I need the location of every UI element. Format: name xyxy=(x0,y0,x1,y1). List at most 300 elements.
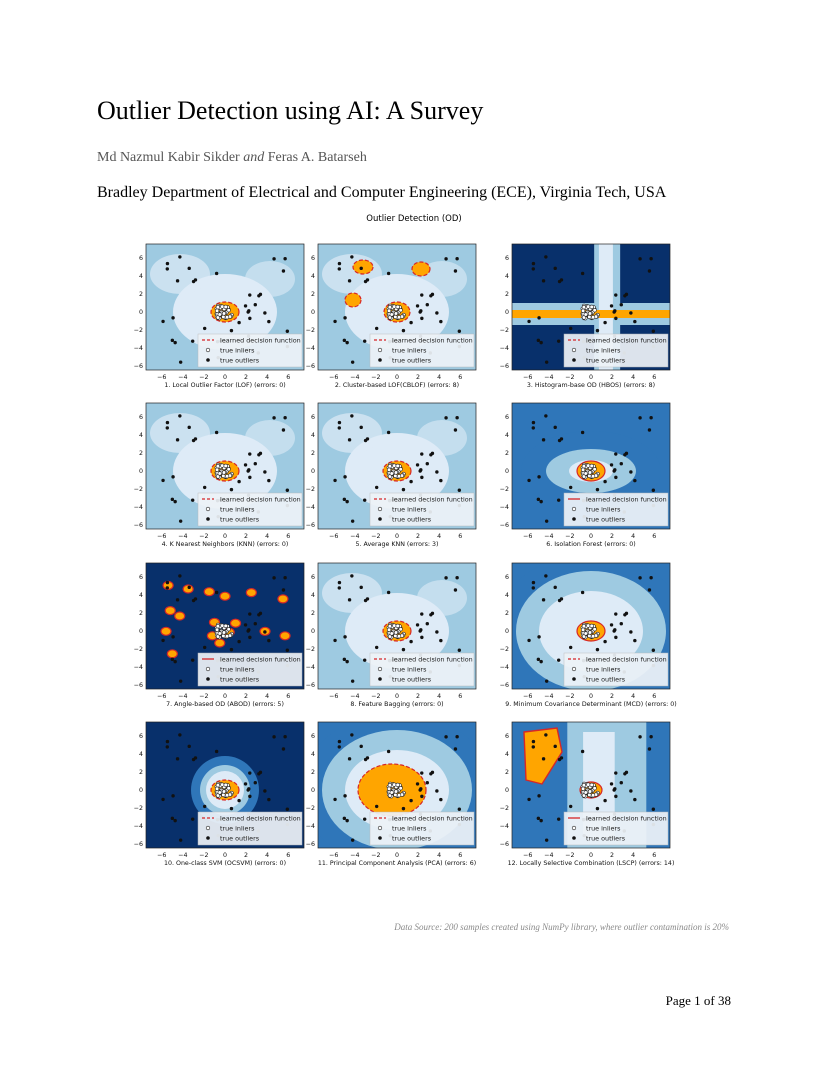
outlier-point xyxy=(230,807,233,810)
outlier-point xyxy=(623,772,626,775)
legend-label-outliers: true outliers xyxy=(220,675,260,684)
y-tick-label: 4 xyxy=(504,432,509,439)
outlier-point xyxy=(435,789,438,792)
outlier-point xyxy=(418,629,421,632)
plot-panel-10 xyxy=(134,722,304,867)
inlier-point xyxy=(593,786,597,790)
legend-label-outliers: true outliers xyxy=(392,834,432,843)
y-tick-label: 2 xyxy=(310,769,315,776)
outlier-point xyxy=(558,280,561,283)
legend-outlier-swatch xyxy=(572,358,576,362)
x-tick-label: 0 xyxy=(588,693,594,700)
outlier-point xyxy=(343,316,346,319)
outlier-point xyxy=(350,414,353,417)
plot-panel-5 xyxy=(306,403,476,548)
outlier-point xyxy=(454,269,457,272)
outlier-point xyxy=(350,574,353,577)
outlier-point xyxy=(173,341,176,344)
x-tick-label: 2 xyxy=(610,533,615,540)
outlier-point xyxy=(454,747,457,750)
outlier-point xyxy=(542,279,545,282)
x-tick-label: 6 xyxy=(458,374,463,381)
y-tick-label: 2 xyxy=(504,291,509,298)
data-source-note: Data Source: 200 samples created using NumPy library, where outlier contamination is 20% xyxy=(394,922,729,932)
outlier-point xyxy=(176,438,179,441)
x-tick-label: 6 xyxy=(458,693,463,700)
x-tick-label: 6 xyxy=(652,533,657,540)
legend-outlier-swatch xyxy=(378,358,382,362)
outlier-point xyxy=(569,327,572,330)
x-tick-label: 4 xyxy=(631,852,636,859)
outlier-point xyxy=(171,658,174,661)
outlier-point xyxy=(286,489,289,492)
outlier-point xyxy=(429,613,432,616)
x-tick-label: 2 xyxy=(416,533,421,540)
y-tick-label: −4 xyxy=(499,504,509,511)
outlier-point xyxy=(348,438,351,441)
x-tick-label: 6 xyxy=(286,374,291,381)
y-tick-label: −2 xyxy=(133,805,143,812)
outlier-point xyxy=(179,838,182,841)
outlier-point xyxy=(527,798,530,801)
outlier-point xyxy=(633,320,636,323)
x-tick-label: 2 xyxy=(610,374,615,381)
outlier-point xyxy=(375,646,378,649)
outlier-point xyxy=(263,311,266,314)
outlier-point xyxy=(539,819,542,822)
outlier-point xyxy=(173,819,176,822)
panel-caption: 11. Principal Component Analysis (PCA) (errors: 6) xyxy=(317,860,477,867)
outlier-point xyxy=(532,262,535,265)
outlier-point xyxy=(191,658,194,661)
outlier-point xyxy=(429,294,432,297)
outlier-point xyxy=(179,360,182,363)
legend-inlier-swatch xyxy=(206,348,210,352)
x-tick-label: 2 xyxy=(416,852,421,859)
outlier-point xyxy=(282,428,285,431)
outlier-point xyxy=(191,339,194,342)
outlier-point xyxy=(345,819,348,822)
legend-label-decision: learned decision function xyxy=(392,336,473,345)
outlier-point xyxy=(246,469,249,472)
outlier-point xyxy=(603,640,606,643)
outlier-point xyxy=(375,327,378,330)
outlier-point xyxy=(554,267,557,270)
x-tick-label: −6 xyxy=(157,852,167,859)
x-tick-label: −2 xyxy=(565,374,575,381)
outlier-point xyxy=(418,788,421,791)
inlier-point xyxy=(392,464,396,468)
inlier-point xyxy=(387,309,391,313)
outlier-point xyxy=(648,747,651,750)
x-tick-label: −4 xyxy=(178,374,188,381)
inlier-point xyxy=(222,790,226,794)
y-tick-label: 4 xyxy=(310,751,315,758)
inlier-point xyxy=(215,628,219,632)
outlier-point xyxy=(188,586,191,589)
x-tick-label: −6 xyxy=(329,852,339,859)
inlier-point xyxy=(591,315,595,319)
legend-label-outliers: true outliers xyxy=(392,356,432,365)
y-tick-label: −4 xyxy=(499,345,509,352)
outlier-point xyxy=(173,660,176,663)
x-tick-label: −6 xyxy=(157,374,167,381)
outlier-point xyxy=(426,303,429,306)
outlier-point xyxy=(283,576,286,579)
legend-label-inliers: true inliers xyxy=(586,824,621,833)
y-tick-label: 2 xyxy=(504,769,509,776)
outlier-point xyxy=(267,479,270,482)
outlier-point xyxy=(603,321,606,324)
x-tick-label: −4 xyxy=(544,693,554,700)
inlier-point xyxy=(593,308,597,312)
outlier-point xyxy=(603,799,606,802)
outlier-point xyxy=(171,794,174,797)
x-tick-label: −4 xyxy=(178,693,188,700)
outlier-point xyxy=(542,757,545,760)
inlier-point xyxy=(399,308,403,312)
outlier-point xyxy=(623,453,626,456)
affiliation: Bradley Department of Electrical and Computer Engineering (ECE), Virginia Tech, USA xyxy=(97,184,667,201)
outlier-point xyxy=(416,782,419,785)
legend-label-inliers: true inliers xyxy=(220,505,255,514)
outlier-point xyxy=(230,648,233,651)
outlier-point xyxy=(338,586,341,589)
outlier-point xyxy=(178,255,181,258)
legend-inlier-swatch xyxy=(378,826,382,830)
inlier-point xyxy=(396,464,400,468)
outlier-point xyxy=(648,428,651,431)
x-tick-label: 2 xyxy=(610,852,615,859)
outlier-point xyxy=(569,486,572,489)
outlier-point xyxy=(544,255,547,258)
inlier-point xyxy=(392,624,396,628)
inlier-point xyxy=(590,783,594,787)
outlier-point xyxy=(537,658,540,661)
y-tick-label: −6 xyxy=(499,841,509,848)
outlier-point xyxy=(178,574,181,577)
outlier-point xyxy=(248,771,251,774)
legend-outlier-swatch xyxy=(206,836,210,840)
inlier-point xyxy=(593,467,597,471)
x-tick-label: −4 xyxy=(544,852,554,859)
outlier-point xyxy=(554,586,557,589)
y-tick-label: −2 xyxy=(305,486,315,493)
outlier-point xyxy=(192,280,195,283)
outlier-point xyxy=(569,805,572,808)
inlier-point xyxy=(215,309,219,313)
outlier-point xyxy=(439,479,442,482)
outlier-point xyxy=(596,488,599,491)
x-tick-label: 4 xyxy=(265,374,270,381)
inlier-point xyxy=(582,464,586,468)
outlier-point xyxy=(283,257,286,260)
plot-panel-11 xyxy=(302,712,492,868)
outlier-point xyxy=(191,817,194,820)
outlier-point xyxy=(248,476,251,479)
x-tick-label: 2 xyxy=(244,852,249,859)
x-tick-label: 2 xyxy=(610,693,615,700)
outlier-point xyxy=(444,257,447,260)
inlier-point xyxy=(388,624,392,628)
y-tick-label: −4 xyxy=(133,823,143,830)
y-tick-label: 2 xyxy=(504,610,509,617)
y-tick-label: 6 xyxy=(138,733,143,740)
outlier-point xyxy=(286,808,289,811)
outlier-point xyxy=(363,817,366,820)
inlier-point xyxy=(590,464,594,468)
outlier-point xyxy=(557,498,560,501)
x-tick-label: −2 xyxy=(371,852,381,859)
outlier-point xyxy=(614,293,617,296)
outlier-point xyxy=(623,613,626,616)
y-tick-label: 6 xyxy=(310,255,315,262)
x-tick-label: −6 xyxy=(523,693,533,700)
inlier-point xyxy=(390,472,394,476)
outlier-point xyxy=(444,576,447,579)
outlier-point xyxy=(351,679,354,682)
outlier-point xyxy=(192,599,195,602)
outlier-point xyxy=(409,640,412,643)
y-tick-label: 6 xyxy=(310,574,315,581)
outlier-point xyxy=(387,750,390,753)
legend-inlier-swatch xyxy=(206,826,210,830)
outlier-point xyxy=(558,599,561,602)
outlier-point xyxy=(614,771,617,774)
x-tick-label: −2 xyxy=(371,533,381,540)
legend-outlier-swatch xyxy=(378,517,382,521)
inlier-point xyxy=(590,624,594,628)
outlier-point xyxy=(161,798,164,801)
outlier-point xyxy=(283,416,286,419)
outlier-point xyxy=(171,635,174,638)
inlier-point xyxy=(388,783,392,787)
outlier-point xyxy=(527,639,530,642)
panel-caption: 6. Isolation Forest (errors: 0) xyxy=(546,541,636,548)
outlier-point xyxy=(581,272,584,275)
x-tick-label: −4 xyxy=(544,374,554,381)
outlier-point xyxy=(345,341,348,344)
y-tick-label: 4 xyxy=(310,592,315,599)
y-tick-label: −6 xyxy=(133,522,143,529)
outlier-point xyxy=(188,745,191,748)
panel-caption: 8. Feature Bagging (errors: 0) xyxy=(350,701,444,708)
y-tick-label: 4 xyxy=(504,273,509,280)
outlier-point xyxy=(267,320,270,323)
inlier-point xyxy=(227,786,231,790)
inlier-point xyxy=(216,624,220,628)
outlier-point xyxy=(402,807,405,810)
outlier-point xyxy=(596,329,599,332)
inlier-point xyxy=(225,634,229,638)
outlier-point xyxy=(545,679,548,682)
inlier-point xyxy=(224,305,228,309)
y-tick-label: 0 xyxy=(310,787,315,794)
panel-caption: 7. Angle-based OD (ABOD) (errors: 5) xyxy=(166,701,284,708)
outlier-point xyxy=(254,622,257,625)
panel-caption: 2. Cluster-based LOF(CBLOF) (errors: 8) xyxy=(334,382,460,389)
outlier-point xyxy=(554,745,557,748)
outlier-point xyxy=(360,426,363,429)
inlier-point xyxy=(586,624,590,628)
inlier-point xyxy=(392,305,396,309)
legend-label-outliers: true outliers xyxy=(220,515,260,524)
outlier-point xyxy=(171,475,174,478)
outlier-point xyxy=(629,470,632,473)
outlier-point xyxy=(614,476,617,479)
y-tick-label: −4 xyxy=(305,504,315,511)
outlier-point xyxy=(638,735,641,738)
outlier-point xyxy=(557,658,560,661)
inlier-point xyxy=(394,474,398,478)
inlier-point xyxy=(390,313,394,317)
outlier-point xyxy=(188,426,191,429)
y-tick-label: −6 xyxy=(133,841,143,848)
outlier-point xyxy=(173,500,176,503)
outlier-point xyxy=(620,303,623,306)
outlier-point xyxy=(612,788,615,791)
y-tick-label: 6 xyxy=(504,414,509,421)
outlier-point xyxy=(455,416,458,419)
paper-title: Outlier Detection using AI: A Survey xyxy=(97,96,484,125)
outlier-point xyxy=(263,470,266,473)
legend-outlier-swatch xyxy=(572,836,576,840)
outlier-point xyxy=(267,639,270,642)
outlier-point xyxy=(420,293,423,296)
outlier-point xyxy=(176,598,179,601)
outlier-point xyxy=(532,586,535,589)
outlier-point xyxy=(191,498,194,501)
y-tick-label: 6 xyxy=(504,574,509,581)
inlier-point xyxy=(224,624,228,628)
outlier-point xyxy=(409,799,412,802)
inlier-point xyxy=(586,464,590,468)
legend-inlier-swatch xyxy=(378,348,382,352)
x-tick-label: −6 xyxy=(523,374,533,381)
y-tick-label: 6 xyxy=(504,255,509,262)
legend-label-outliers: true outliers xyxy=(220,834,260,843)
outlier-point xyxy=(343,817,346,820)
x-tick-label: 4 xyxy=(631,374,636,381)
x-tick-label: 4 xyxy=(265,693,270,700)
outlier-point xyxy=(620,781,623,784)
outlier-point xyxy=(455,735,458,738)
x-tick-label: 4 xyxy=(631,533,636,540)
y-tick-label: −2 xyxy=(133,327,143,334)
inlier-point xyxy=(586,783,590,787)
x-tick-label: 0 xyxy=(222,852,228,859)
inlier-point xyxy=(588,790,592,794)
inlier-point xyxy=(394,315,398,319)
inlier-point xyxy=(392,783,396,787)
y-tick-label: 2 xyxy=(138,610,143,617)
outlier-point xyxy=(455,576,458,579)
inlier-point xyxy=(394,793,398,797)
outlier-point xyxy=(333,798,336,801)
y-tick-label: −2 xyxy=(305,805,315,812)
legend-label-inliers: true inliers xyxy=(392,665,427,674)
outlier-point xyxy=(192,439,195,442)
y-tick-label: −2 xyxy=(305,327,315,334)
outlier-point xyxy=(542,438,545,441)
x-tick-label: 2 xyxy=(244,533,249,540)
x-tick-label: −4 xyxy=(350,533,360,540)
outlier-point xyxy=(416,304,419,307)
outlier-point xyxy=(215,591,218,594)
outlier-point xyxy=(620,622,623,625)
outlier-point xyxy=(351,360,354,363)
inlier-point xyxy=(397,315,401,319)
outlier-point xyxy=(652,489,655,492)
legend-label-decision: learned decision function xyxy=(392,814,473,823)
y-tick-label: 0 xyxy=(504,309,509,316)
outlier-point xyxy=(544,574,547,577)
outlier-point xyxy=(623,294,626,297)
outlier-point xyxy=(237,321,240,324)
inlier-point xyxy=(227,467,231,471)
x-tick-label: −6 xyxy=(329,374,339,381)
outlier-point xyxy=(612,310,615,313)
inlier-point xyxy=(588,315,592,319)
legend-outlier-swatch xyxy=(206,358,210,362)
outlier-point xyxy=(246,310,249,313)
inlier-point xyxy=(590,305,594,309)
outlier-point xyxy=(537,817,540,820)
inlier-point xyxy=(582,624,586,628)
x-tick-label: −6 xyxy=(329,693,339,700)
plot-panel-4 xyxy=(134,403,304,548)
outlier-point xyxy=(282,588,285,591)
inlier-point xyxy=(216,464,220,468)
y-tick-label: −4 xyxy=(133,664,143,671)
inlier-point xyxy=(220,464,224,468)
inlier-point xyxy=(394,631,398,635)
x-tick-label: 6 xyxy=(652,693,657,700)
legend-label-inliers: true inliers xyxy=(392,505,427,514)
y-tick-label: 4 xyxy=(138,592,143,599)
inlier-point xyxy=(216,305,220,309)
outlier-point xyxy=(558,439,561,442)
outlier-point xyxy=(544,733,547,736)
y-tick-label: −2 xyxy=(499,646,509,653)
outlier-point xyxy=(435,470,438,473)
inlier-point xyxy=(586,305,590,309)
outlier-point xyxy=(537,475,540,478)
legend-inlier-swatch xyxy=(378,507,382,511)
outlier-point xyxy=(532,745,535,748)
inlier-point xyxy=(218,313,222,317)
outlier-point xyxy=(633,639,636,642)
outlier-point xyxy=(166,581,169,584)
x-tick-label: 0 xyxy=(394,852,400,859)
outlier-point xyxy=(581,431,584,434)
outlier-point xyxy=(171,316,174,319)
outlier-point xyxy=(629,311,632,314)
outlier-point xyxy=(629,789,632,792)
outlier-point xyxy=(348,598,351,601)
outlier-point xyxy=(254,462,257,465)
x-tick-label: −2 xyxy=(199,533,209,540)
inlier-point xyxy=(222,474,226,478)
outlier-point xyxy=(267,798,270,801)
outlier-point xyxy=(244,304,247,307)
x-tick-label: 2 xyxy=(244,693,249,700)
outlier-point xyxy=(166,267,169,270)
outlier-point xyxy=(638,576,641,579)
outlier-point xyxy=(338,421,341,424)
y-tick-label: −6 xyxy=(305,522,315,529)
outlier-point xyxy=(350,255,353,258)
